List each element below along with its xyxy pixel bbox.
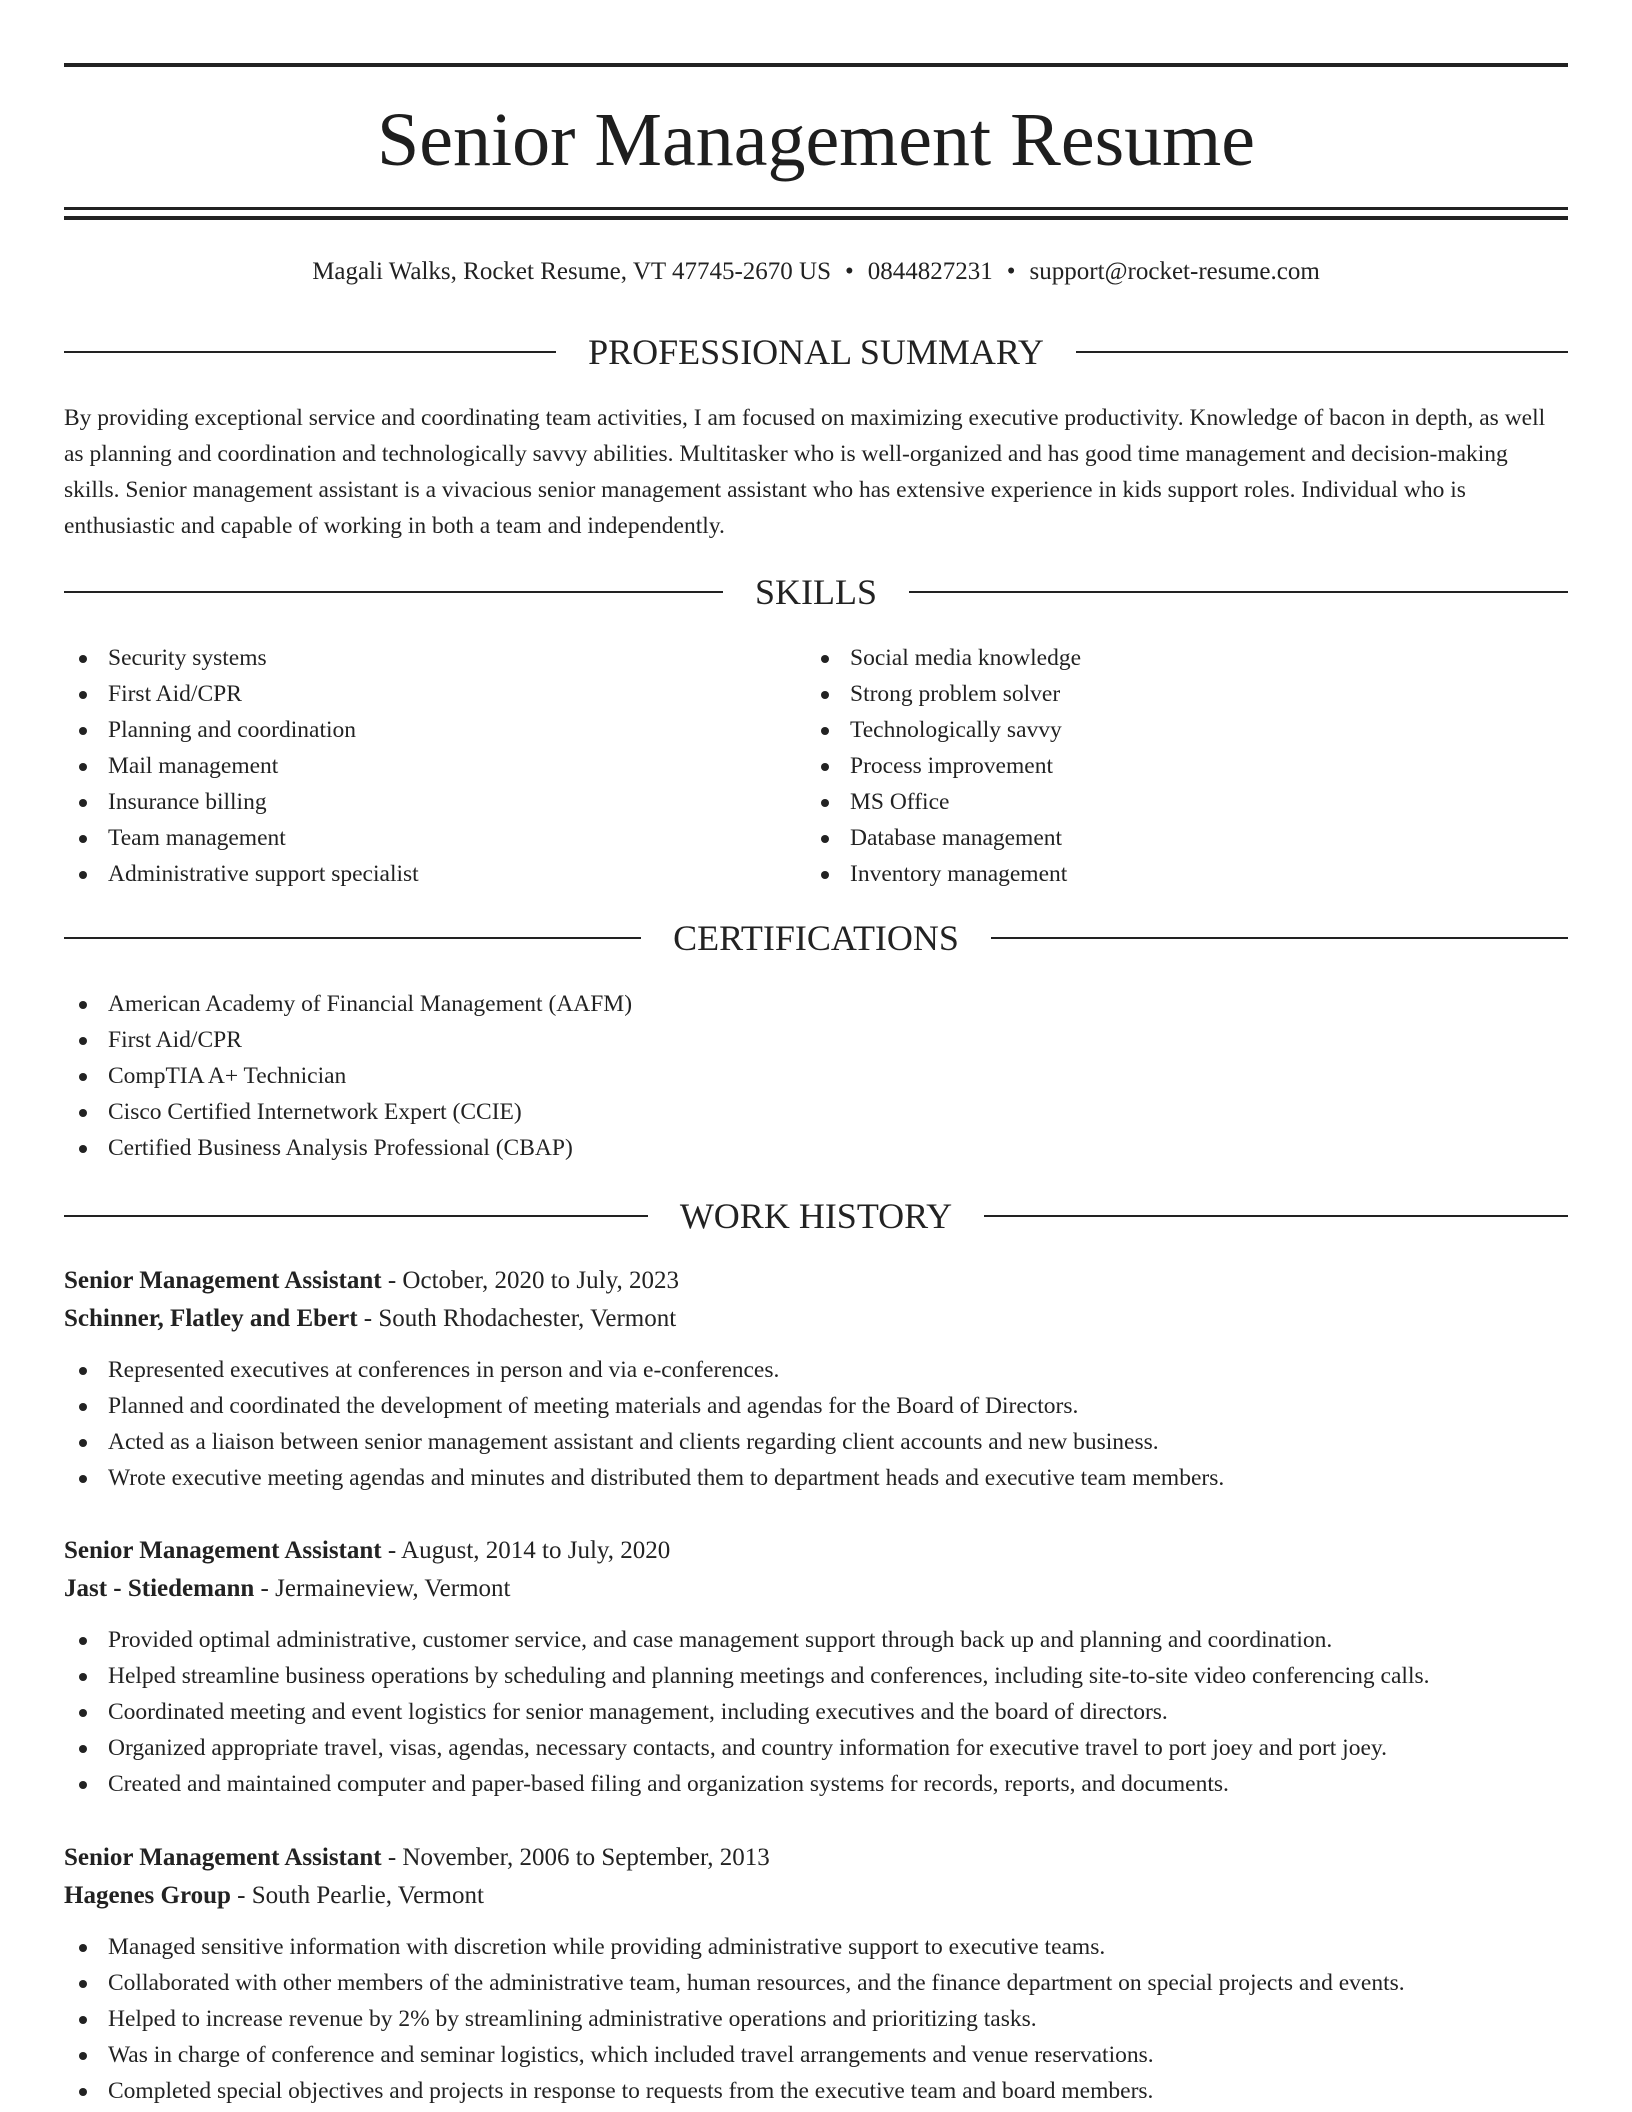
skill-item: Planning and coordination [64,712,419,748]
job-title-line [64,1262,1568,1300]
contact-email: support@rocket-resume.com [1029,258,1320,285]
contact-line [64,255,1568,289]
contact-separator: • [1006,258,1016,285]
certification-item: Cisco Certified Internetwork Expert (CCIE) [64,1094,632,1130]
section-rule [64,1215,648,1217]
job-title-line [64,1839,1568,1877]
resume-title: Senior Management Resume [376,98,1255,182]
job-bullet: Acted as a liaison between senior management assistant and clients regarding client accounts and new business. [64,1424,1568,1460]
section-rule [991,937,1568,939]
skills-list-right [806,640,1081,892]
job-location: - South Pearlie, Vermont [230,1882,484,1909]
job-bullet: Completed special objectives and projects in response to requests from the executive team and board members. [64,2073,1568,2109]
job-bullet: Planned and coordinated the development of meeting materials and agendas for the Board of Directors. [64,1388,1568,1424]
skill-item: Technologically savvy [806,712,1081,748]
job-dates: - October, 2020 to July, 2023 [381,1267,679,1294]
job-bullets [64,1929,1568,2109]
job-bullet: Helped streamline business operations by scheduling and planning meetings and conferences, including site-to-site video conferencing calls. [64,1658,1568,1694]
section-rule [64,591,723,593]
job-bullet: Organized appropriate travel, visas, agendas, necessary contacts, and country information for executive travel to port joey and port joey. [64,1730,1568,1766]
section-rule [909,591,1568,593]
job-title: Senior Management Assistant [64,1537,382,1564]
job-dates: - August, 2014 to July, 2020 [381,1537,671,1564]
section-rule [1076,351,1568,353]
skill-item: Administrative support specialist [64,856,419,892]
job-bullet: Provided optimal administrative, customer service, and case management support through back up and planning and coordination. [64,1622,1568,1658]
job-location: - South Rhodachester, Vermont [357,1305,677,1332]
job-company: Schinner, Flatley and Ebert [64,1305,358,1332]
skill-item: Database management [806,820,1081,856]
job-bullet: Coordinated meeting and event logistics for senior management, including executives and the board of directors. [64,1694,1568,1730]
job-company-line [64,1300,1568,1338]
certification-item: Certified Business Analysis Professional (CBAP) [64,1130,632,1166]
job-company: Hagenes Group [64,1882,231,1909]
job-company-line [64,1877,1568,1915]
skill-item: First Aid/CPR [64,676,419,712]
job-bullet: Represented executives at conferences in person and via e-conferences. [64,1352,1568,1388]
skill-item: Team management [64,820,419,856]
section-title: WORK HISTORY [679,1196,953,1236]
certification-item: American Academy of Financial Management (AAFM) [64,986,632,1022]
section-header-summary [64,330,1568,374]
job-entry [64,1532,1568,1802]
job-bullet: Created and maintained computer and paper-based filing and organization systems for records, reports, and documents. [64,1766,1568,1802]
skills-list-left [64,640,419,892]
job-dates: - November, 2006 to September, 2013 [381,1844,770,1871]
contact-separator: • [844,258,854,285]
job-title-line [64,1532,1568,1570]
skill-item: Social media knowledge [806,640,1081,676]
job-bullet: Was in charge of conference and seminar logistics, which included travel arrangements and venue reservations. [64,2037,1568,2073]
section-rule [64,937,641,939]
skill-item: Inventory management [806,856,1081,892]
skill-item: MS Office [806,784,1081,820]
skill-item: Process improvement [806,748,1081,784]
skill-item: Strong problem solver [806,676,1081,712]
contact-address: Magali Walks, Rocket Resume, VT 47745-2670 US [312,258,831,285]
job-entry [64,1839,1568,2109]
section-header-work-history [64,1194,1568,1238]
job-bullets [64,1622,1568,1802]
job-bullet: Managed sensitive information with discretion while providing administrative support to executive teams. [64,1929,1568,1965]
summary-text: By providing exceptional service and coordinating team activities, I am focused on maximizing executive productivity. Knowledge of bacon in depth, as well as planning and coordination and technologically savvy abilities. Multitasker who is well-organized and has good time management and decision-making skills. Senior management assistant is a vivacious senior management assistant who has extensive experience in kids support roles. Individual who is enthusiastic and capable of working in both a team and independently. [64,405,1546,539]
job-location: - Jermaineview, Vermont [254,1575,511,1602]
section-rule [64,351,556,353]
job-bullet: Helped to increase revenue by 2% by streamlining administrative operations and prioritizing tasks. [64,2001,1568,2037]
section-rule [984,1215,1568,1217]
section-header-skills [64,570,1568,614]
skill-item: Mail management [64,748,419,784]
section-title: SKILLS [755,572,878,612]
certification-item: First Aid/CPR [64,1022,632,1058]
job-entry [64,1262,1568,1496]
job-bullet: Wrote executive meeting agendas and minutes and distributed them to department heads and executive team members. [64,1460,1568,1496]
job-bullets [64,1352,1568,1496]
section-title: PROFESSIONAL SUMMARY [588,332,1044,372]
job-company: Jast - Stiedemann [64,1575,255,1602]
job-title: Senior Management Assistant [64,1267,382,1294]
contact-phone: 0844827231 [867,258,993,285]
title-rule-lower [64,216,1568,220]
job-company-line [64,1570,1568,1608]
section-title: CERTIFICATIONS [673,918,959,958]
section-header-certifications [64,916,1568,960]
skill-item: Insurance billing [64,784,419,820]
certifications-list [64,986,632,1166]
job-bullet: Collaborated with other members of the administrative team, human resources, and the finance department on special projects and events. [64,1965,1568,2001]
job-title: Senior Management Assistant [64,1844,382,1871]
top-rule [64,63,1568,67]
title-rule-upper [64,207,1568,210]
certification-item: CompTIA A+ Technician [64,1058,632,1094]
skill-item: Security systems [64,640,419,676]
